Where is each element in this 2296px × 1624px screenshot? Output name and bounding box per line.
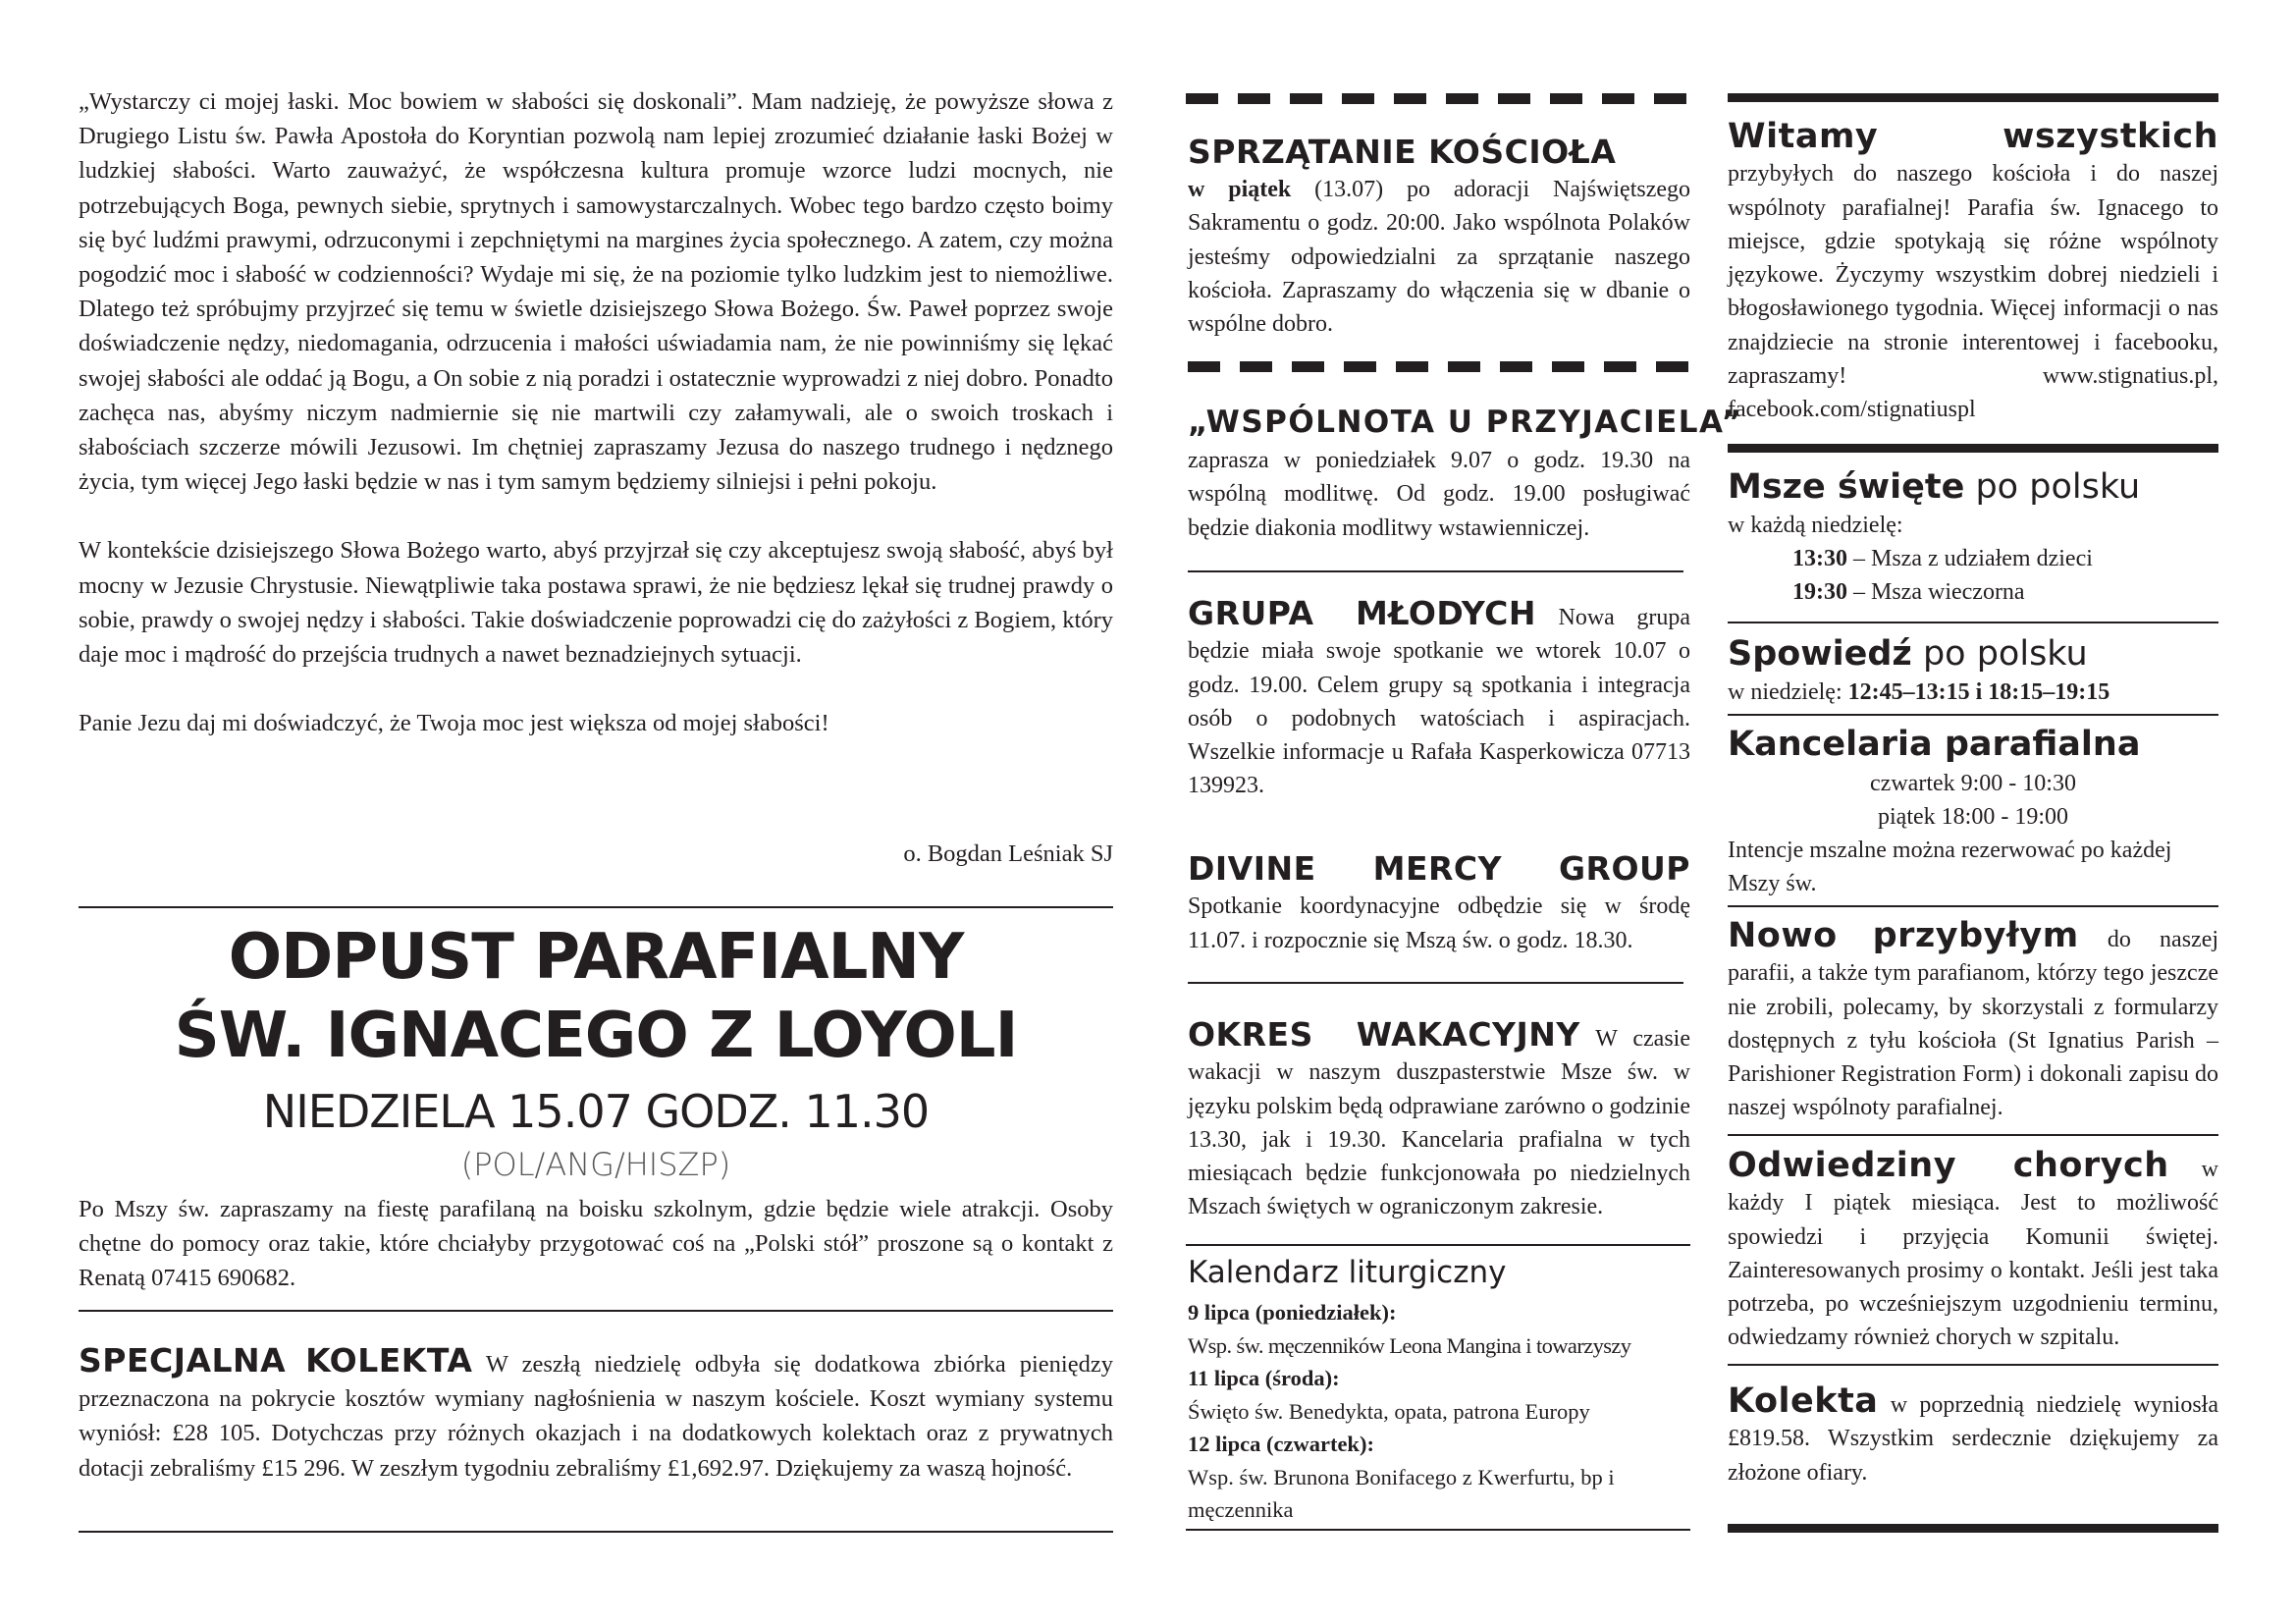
youth-group — [1188, 594, 1690, 803]
reflection-paragraph-2: W kontekście dzisiejszego Słowa Bożego warto, abyś przyjrzał się czy akceptujesz swoją słabość, abyś był mocny w Jezusie Chrystusie. Niewątpliwie taka postawa sprawi, że nie będziesz lękał się trudnej prawdy o sobie, prawdy o swojej nędzy i słabości. Takie doświadczenie poprowadzi cię do zażyłości z Bogiem, który daje moc i mądrość do przejścia trudnych a nawet beznadziejnych sytuacji. — [79, 537, 1113, 669]
divider — [1186, 1529, 1690, 1531]
office-note: Intencje mszalne można rezerwować po każdej Mszy św. — [1728, 838, 2172, 897]
mass-time-row — [1792, 542, 2093, 575]
cleaning-text: (13.07) po adoracji Najświętszego Sakramentu o godz. 20:00. Jako wspólnota Polaków jesteśmy odpowiedzialni za sprzątanie naszego kościoła. Zapraszamy do włączenia się w dbanie o wspólne dobro. — [1188, 177, 1691, 338]
calendar-date: 11 lipca (środa): — [1188, 1366, 1340, 1390]
confession-times: 12:45–13:15 i 18:15–19:15 — [1847, 679, 2110, 705]
mass-time: 19:30 — [1792, 579, 1847, 605]
calendar-list — [1188, 1296, 1692, 1527]
sick-visits-body: w każdy I piątek miesiąca. Jest to możliwość spowiedzi i przyjęcia Komunii świętej. Zainteresowanych prosimy o kontakt. Jeśli jest taka potrzeba, po wcześniejszym uzgodnieniu terminu, odwiedzamy również chorych w szpitalu. — [1728, 1157, 2218, 1351]
special-collection-body: W zeszłą niedzielę odbyła się dodatkowa zbiórka pieniędzy przeznaczona na pokrycie kosztów wymiany nagłośnienia w naszym kościele. Koszt wymiany systemu wyniósł: £28 105. Dotychczas przy różnych okazjach i na dodatkowych kolektach oraz z prywatnych dotacji zebraliśmy £15 296. W zeszłym tygodniu zebraliśmy £1,692.97. Dziękujemy za waszą hojność. — [79, 1351, 1113, 1482]
community-heading: „WSPÓLNOTA U PRZYJACIELA” — [1188, 405, 1743, 440]
feast-description: Po Mszy św. zapraszamy na fiestę parafilaną na boisku szkolnym, gdzie będzie wiele atrakcji. Osoby chętne do pomocy oraz takie, które chciałyby przygotować coś na „Polski stół” proszone są o kontakt z Renatą 07415 690682. — [79, 1196, 1113, 1292]
community-body: zaprasza w poniedziałek 9.07 o godz. 19.30 na wspólną modlitwę. Od godz. 19.00 posługiwać będzie diakonia modlitwy wstawienniczej. — [1188, 448, 1690, 541]
divider — [1728, 1364, 2218, 1366]
divider — [1728, 1134, 2218, 1136]
cleaning-heading: SPRZĄTANIE KOŚCIOŁA — [1188, 133, 1617, 171]
confession-heading-rest: po polsku — [1922, 634, 2088, 674]
divine-mercy-heading: DIVINE MERCY GROUP — [1188, 849, 1690, 888]
youth-heading: GRUPA MŁODYCH — [1188, 594, 1536, 632]
office-hours — [1728, 767, 2218, 834]
divider — [1728, 714, 2218, 716]
confession-heading-bold: Spowiedź — [1728, 634, 1912, 674]
feast-title-line-1: ODPUST PARAFIALNY — [228, 921, 964, 994]
special-collection-heading: SPECJALNA KOLEKTA — [79, 1341, 473, 1380]
youth-body: Nowa grupa będzie miała swoje spotkanie we wtorek 10.07 o godz. 19.00. Celem grupy są spotkania i integracja osób o podobnych watościach i aspiracjach. Wszelkie informacje u Rafała Kasperkowicza 07713 139923. — [1188, 605, 1690, 799]
confession-intro: w niedzielę: — [1728, 679, 1842, 705]
welcome-heading: Witamy wszystkich — [1728, 117, 2218, 156]
holidays-body: W czasie wakacji w naszym duszpasterstwie Msze św. w języku polskim będą odprawiane zarówno o godzinie 13.30, jak i 19.30. Kancelaria prafialna w tych miesiącach będzie funkcjonowała po niedzielnych Mszach świętych w ograniczonym zakresie. — [1188, 1026, 1690, 1220]
divine-mercy — [1188, 849, 1690, 957]
feast-title-line-2: ŚW. IGNACEGO Z LOYOLI — [174, 1000, 1018, 1072]
thick-divider — [1728, 1524, 2218, 1533]
holidays-heading: OKRES WAKACYJNY — [1188, 1015, 1580, 1054]
calendar-heading: Kalendarz liturgiczny — [1188, 1255, 1507, 1290]
office-heading: Kancelaria parafialna — [1728, 725, 2141, 764]
sick-visits — [1728, 1146, 2218, 1355]
special-collection — [79, 1343, 1113, 1486]
divider — [79, 906, 1113, 908]
divider — [1188, 570, 1683, 572]
holidays — [1188, 1015, 1690, 1224]
confession-hours — [1728, 676, 2109, 709]
office-hours-row: czwartek 9:00 - 10:30 — [1870, 771, 2076, 796]
divider — [79, 1531, 1113, 1533]
thick-divider — [1728, 93, 2218, 102]
masses-heading-bold: Msze święte — [1728, 467, 1965, 507]
newcomers-heading: Nowo przybyłym — [1728, 916, 2079, 955]
collection — [1728, 1381, 2218, 1489]
dashed-divider — [1186, 93, 1690, 104]
divider — [1728, 905, 2218, 907]
reflection-prayer: Panie Jezu daj mi doświadczyć, że Twoja moc jest większa od mojej słabości! — [79, 710, 829, 737]
masses-heading-rest: po polsku — [1975, 467, 2141, 507]
mass-time: 13:30 — [1792, 546, 1847, 571]
divine-mercy-body: Spotkanie koordynacyjne odbędzie się w środę 11.07. i rozpocznie się Mszą św. o godz. 18.30. — [1188, 893, 1690, 953]
divider — [79, 1310, 1113, 1312]
calendar-date: 12 lipca (czwartek): — [1188, 1432, 1374, 1456]
divider — [1188, 982, 1683, 984]
collection-body: w poprzednią niedzielę wyniosła £819.58. Wszystkim serdecznie dziękujemy za złożone ofiary. — [1728, 1392, 2218, 1486]
mass-times — [1792, 542, 2093, 609]
mass-label: – Msza z udziałem dzieci — [1853, 546, 2093, 571]
feast-languages: (POL/ANG/HISZP) — [460, 1146, 731, 1183]
reflection-paragraph-1: „Wystarczy ci mojej łaski. Moc bowiem w słabości się doskonali”. Mam nadzieję, że powyższe słowa z Drugiego Listu św. Pawła Apostoła do Koryntian pozwolą nam lepiej zrozumieć działanie łaski Bożej w ludzkiej słabości. Warto zauważyć, że współczesna kultura promuje wzorce ludzi mocnych, nie potrzebujących Boga, pewnych siebie, sprytnych i samowystarczalnych. Wobec tego bardzo często boimy się być ludźmi prawymi, odrzuconymi i zepchniętymi na margines życia społecznego. A zatem, czy można pogodzić moc i słabość w codzienności? Wydaje mi się, że na poziomie tylko ludzkim jest to niemożliwe. Dlatego też spróbujmy przyjrzeć się temu w świetle dzisiejszego Słowa Bożego. Św. Paweł poprzez swoje doświadczenie nędzy, niedomagania, odrzucenia i małości uświadamia nam, że nie powinniśmy się lękać swojej słabości ale oddać ją Bogu, a On sobie z nią poradzi i ostatecznie wyprowadzi z niej dobro. Ponadto zachęca nas, abyśmy niczym nadmiernie się nie martwili czy załamywali, ale o swoich troskach i słabościach szczerze mówili Jezusowi. Im chętniej zapraszamy Jezusa do naszego trudnego i nędznego życia, tym więcej Jego łaski będzie w nas i tym samym będziemy silniejsi i pełni pokoju. — [79, 88, 1113, 496]
office-hours-row: piątek 18:00 - 19:00 — [1878, 804, 2068, 830]
dashed-divider — [1188, 361, 1690, 372]
sick-visits-heading: Odwiedziny chorych — [1728, 1146, 2169, 1185]
calendar-entry: Wsp. św. męczenników Leona Mangina i towarzyszy — [1188, 1332, 1631, 1358]
collection-heading: Kolekta — [1728, 1381, 1879, 1421]
welcome — [1728, 117, 2218, 427]
reflection-article — [79, 84, 1113, 740]
calendar-date: 9 lipca (poniedziałek): — [1188, 1300, 1397, 1325]
thick-divider — [1728, 444, 2218, 453]
feast-date: NIEDZIELA 15.07 GODZ. 11.30 — [262, 1085, 930, 1138]
masses-intro: w każdą niedzielę: — [1728, 513, 1903, 538]
cleaning-lead: w piątek — [1188, 177, 1292, 202]
divider — [1728, 622, 2218, 623]
calendar-entry: Święto św. Benedykta, opata, patrona Europy — [1188, 1398, 1590, 1424]
confession-heading — [1728, 632, 2088, 676]
mass-time-row — [1792, 575, 2093, 609]
cleaning-body — [1188, 173, 1690, 341]
newcomers-body: do naszej parafii, a także tym parafianom, którzy tego jeszcze nie zrobili, polecamy, by skorzystali z formularzy dostępnych z tyłu kościoła (St Ignatius Parish – Parishioner Registration Form) i dokonali zapisu do naszej wspólnoty parafialnej. — [1728, 927, 2219, 1121]
calendar-entry: Wsp. św. Brunona Bonifacego z Kwerfurtu, bp i męczennika — [1188, 1464, 1615, 1522]
newcomers — [1728, 916, 2219, 1125]
divider — [1186, 1244, 1690, 1246]
reflection-signature: o. Bogdan Leśniak SJ — [903, 840, 1113, 867]
masses-heading — [1728, 465, 2140, 509]
welcome-body: przybyłych do naszego kościoła i do naszej wspólnoty parafialnej! Parafia św. Ignacego to miejsce, gdzie spotykają się różne wspólnoty językowe. Życzymy wszystkim dobrej niedzieli i błogosławionego tygodnia. Więcej informacji o nas znajdziecie na stronie interentowej i facebooku, zapraszamy! www.stignatius.pl, facebook.com/stignatiuspl — [1728, 161, 2218, 423]
mass-label: – Msza wieczorna — [1853, 579, 2025, 605]
